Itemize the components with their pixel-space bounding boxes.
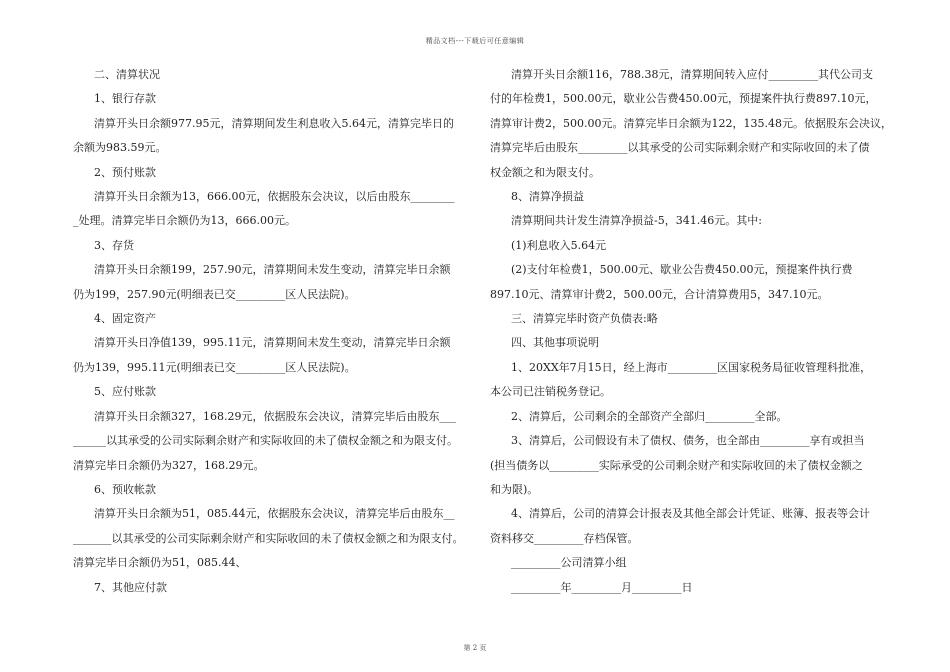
date-line: _________年_________月_________日 — [511, 580, 693, 594]
page-footer: 第 2 页 — [463, 644, 487, 652]
subsection-heading: 7、其他应付款 — [94, 580, 167, 594]
list-item: (1)利息收入5.64元 — [511, 238, 607, 252]
paragraph-line: 权金额之和为限支付。 — [490, 165, 600, 179]
paragraph-line: 1、20XX年7月15日，经上海市_________区国家税务局征收管理科批准， — [511, 360, 872, 374]
paragraph-line: 付的年检费1，500.00元，歇业公告费450.00元，预提案件执行费897.10元， — [490, 92, 877, 106]
paragraph-line: 清算开头日净值139，995.11元，清算期间未发生变动，清算完毕日余额 — [94, 336, 451, 350]
subsection-heading: 5、应付账款 — [94, 385, 156, 399]
signature-line: _________公司清算小组 — [511, 556, 627, 570]
subsection-heading: 8、清算净损益 — [511, 190, 584, 204]
subsection-heading: 6、预收帐款 — [94, 482, 156, 496]
paragraph-line: _______以其承受的公司实际剩余财产和实际收回的未了债权金额之和为限支付。 — [73, 531, 464, 545]
page-header: 精品文档---下载后可任意编辑 — [425, 37, 525, 45]
subsection-heading: 2、预付账款 — [94, 165, 156, 179]
paragraph-line: 清算开头日余额116，788.38元，清算期间转入应付_________其代公司支 — [511, 68, 873, 81]
paragraph-line: 清算开头日余额199，257.90元，清算期间未发生变动，清算完毕日余额 — [94, 263, 451, 277]
subsection-heading: 4、固定资产 — [94, 312, 156, 326]
paragraph-line: 3、清算后，公司假设有未了债权、债务，也全部由_________享有或担当 — [511, 434, 865, 448]
paragraph-line: 清算完毕后由股东_________以其承受的公司实际剩余财产和实际收回的未了债 — [490, 141, 870, 155]
paragraph-line: 仍为139，995.11元(明细表已交_________区人民法院)。 — [73, 360, 356, 374]
paragraph-line: 清算开头日余额为13，666.00元，依据股东会决议，以后由股东________ — [94, 190, 455, 204]
paragraph-line: 清算期间共计发生清算净损益-5，341.46元。其中: — [511, 214, 762, 228]
paragraph-line: 仍为199，257.90元(明细表已交_________区人民法院)。 — [73, 287, 356, 301]
paragraph-line: 资料移交_________存档保管。 — [490, 531, 639, 545]
section-heading: 三、清算完毕时资产负债表:略 — [511, 312, 658, 326]
section-heading: 四、其他事项说明 — [511, 336, 599, 350]
paragraph-line: 清算审计费2，500.00元。清算完毕日余额为122，135.48元。依据股东会决议， — [490, 116, 892, 130]
paragraph-line: 和为限)。 — [490, 482, 539, 496]
paragraph-line: 本公司已注销税务登记。 — [490, 385, 611, 399]
paragraph-line: 2、清算后，公司剩余的全部资产全部归_________全部。 — [511, 409, 788, 423]
left-column — [73, 63, 473, 600]
paragraph-line: 清算开头日余额为51，085.44元，依据股东会决议，清算完毕后由股东__ — [94, 507, 455, 521]
paragraph-line: 清算开头日余额977.95元，清算期间发生利息收入5.64元，清算完毕日的 — [94, 116, 454, 130]
paragraph-line: 清算开头日余额327，168.29元，依据股东会决议，清算完毕后由股东___ — [94, 409, 456, 423]
paragraph-line: 清算完毕日余额仍为51，085.44、 — [73, 556, 247, 570]
paragraph-line: 4、清算后，公司的清算会计报表及其他全部会计凭证、账簿、报表等会计 — [511, 507, 870, 521]
paragraph-line: _处理。清算完毕日余额仍为13，666.00元。 — [73, 214, 296, 228]
section-heading: 二、清算状况 — [94, 68, 160, 81]
subsection-heading: 1、银行存款 — [94, 92, 156, 106]
paragraph-line: 清算完毕日余额仍为327，168.29元。 — [73, 458, 265, 472]
paragraph-line: (担当债务以_________实际承受的公司剩余财产和实际收回的未了债权金额之 — [490, 458, 863, 472]
right-column — [490, 63, 892, 600]
subsection-heading: 3、存货 — [94, 238, 134, 252]
paragraph-line: ______以其承受的公司实际剩余财产和实际收回的未了债权金额之和为限支付。 — [73, 434, 458, 448]
paragraph-line: 897.10元、清算审计费2，500.00元，合计清算费用5，347.10元。 — [490, 287, 829, 301]
list-item: (2)支付年检费1，500.00元、歇业公告费450.00元，预提案件执行费 — [511, 263, 853, 277]
paragraph-line: 余额为983.59元。 — [73, 141, 167, 155]
